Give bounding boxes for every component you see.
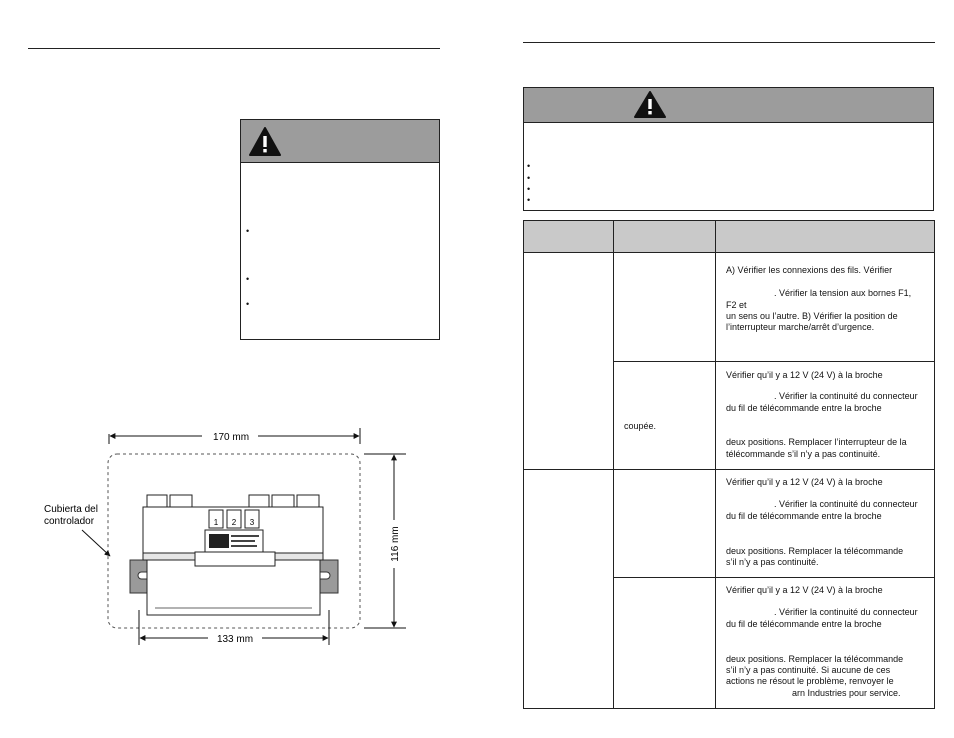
table-cell-cause bbox=[613, 252, 716, 362]
table-header-cell bbox=[523, 220, 614, 253]
right-bullet: • bbox=[527, 195, 531, 205]
controller-diagram bbox=[40, 420, 401, 650]
solution-text-line: l’interrupteur marche/arrêt d’urgence. bbox=[726, 322, 875, 332]
left-warning-box bbox=[240, 119, 440, 340]
table-header-cell bbox=[613, 220, 716, 253]
solution-text-line: deux positions. Remplacer la télécommande bbox=[726, 654, 904, 664]
dimension-height-label: 116 mm bbox=[390, 526, 401, 562]
solution-text-line: deux positions. Remplacer la télécommande bbox=[726, 546, 904, 556]
solution-text-line: actions ne résout le problème, renvoyer le bbox=[726, 676, 894, 686]
solution-text-line: . Vérifier la continuité du connecteur bbox=[774, 391, 918, 401]
left-warning-banner bbox=[241, 120, 439, 163]
solution-text-line: du fil de télécommande entre la broche bbox=[726, 511, 882, 521]
left-bullet: • bbox=[246, 299, 250, 309]
solution-text-line: du fil de télécommande entre la broche bbox=[726, 619, 882, 629]
solution-text-line: A) Vérifier les connexions des fils. Vérifier bbox=[726, 265, 893, 275]
dimension-mount-label: 133 mm bbox=[216, 634, 254, 645]
solution-text-line: un sens ou l’autre. B) Vérifier la position de bbox=[726, 311, 898, 321]
solution-text-line: Vérifier qu’il y a 12 V (24 V) à la broche bbox=[726, 477, 883, 487]
right-bullet: • bbox=[527, 184, 531, 194]
warning-icon bbox=[249, 127, 281, 157]
warning-icon bbox=[634, 91, 666, 119]
callout-label-line2: controlador bbox=[44, 516, 95, 527]
table-cell-symptom bbox=[523, 469, 614, 709]
solution-text-line: télécommande s’il n’y a pas continuité. bbox=[726, 449, 881, 459]
solution-text-line: arn Industries pour service. bbox=[792, 688, 901, 698]
solution-text-line: Vérifier qu’il y a 12 V (24 V) à la broche bbox=[726, 585, 883, 595]
table-cell-cause bbox=[613, 577, 716, 709]
cause-text-line: coupée. bbox=[624, 421, 657, 431]
solution-text-line: . Vérifier la continuité du connecteur bbox=[774, 607, 918, 617]
solution-text-line: du fil de télécommande entre la broche bbox=[726, 403, 882, 413]
callout-label-line1: Cubierta del bbox=[44, 504, 98, 515]
controller-body bbox=[147, 560, 320, 615]
terminal-2-label: 2 bbox=[231, 518, 237, 527]
dimension-width-label: 170 mm bbox=[212, 432, 250, 443]
solution-text-line: . Vérifier la continuité du connecteur bbox=[774, 499, 918, 509]
solution-text-line: Vérifier qu’il y a 12 V (24 V) à la broche bbox=[726, 370, 883, 380]
left-bullet: • bbox=[246, 274, 250, 284]
right-warning-banner bbox=[524, 88, 933, 123]
table-cell-cause bbox=[613, 469, 716, 578]
solution-text-line: . Vérifier la tension aux bornes F1, bbox=[774, 288, 912, 298]
solution-text-line: s’il n’y a pas continuité. bbox=[726, 557, 819, 567]
terminal-1-label: 1 bbox=[213, 518, 219, 527]
right-warning-box bbox=[523, 87, 934, 211]
solution-text-line: s’il n’y a pas continuité. Si aucune de ces bbox=[726, 665, 891, 675]
right-header-rule bbox=[523, 42, 935, 43]
callout-arrow bbox=[82, 530, 110, 556]
right-bullet: • bbox=[527, 173, 531, 183]
table-cell-symptom bbox=[523, 252, 614, 470]
right-bullet: • bbox=[527, 161, 531, 171]
terminal-3-label: 3 bbox=[249, 518, 255, 527]
solution-text-line: F2 et bbox=[726, 300, 747, 310]
left-bullet: • bbox=[246, 226, 250, 236]
table-cell-cause bbox=[613, 361, 716, 470]
left-header-rule bbox=[28, 48, 440, 49]
solution-text-line: deux positions. Remplacer l’interrupteur de la bbox=[726, 437, 907, 447]
table-header-cell bbox=[715, 220, 935, 253]
